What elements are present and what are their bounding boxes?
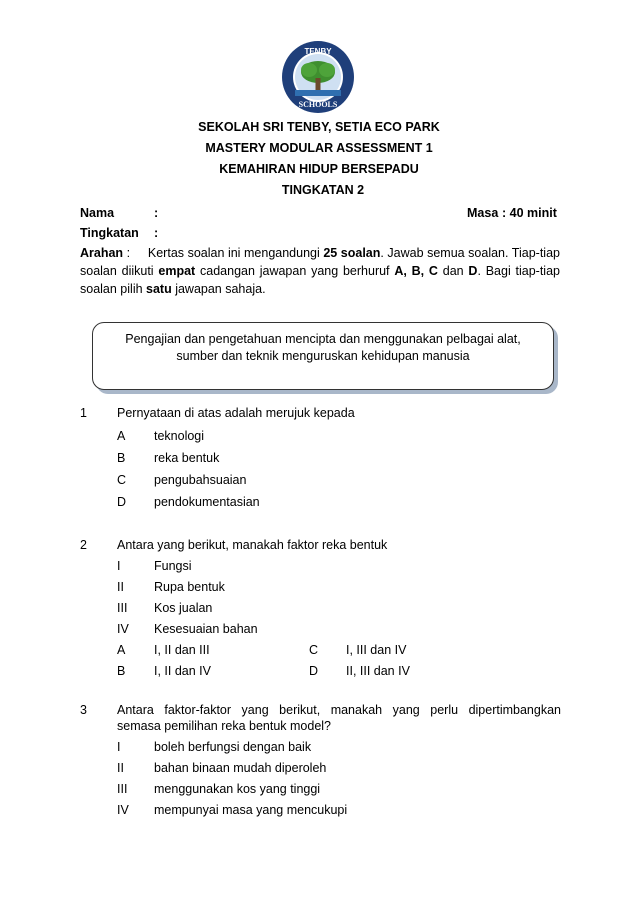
q2-statement-roman: II <box>117 580 124 594</box>
q1-option-letter: C <box>117 473 127 487</box>
arahan-text: cadangan jawapan yang berhuruf <box>195 264 395 278</box>
school-name: SEKOLAH SRI TENBY, SETIA ECO PARK <box>198 120 440 134</box>
svg-text:TENBY: TENBY <box>304 47 332 56</box>
arahan-bold: 25 soalan <box>323 246 381 260</box>
q1-option-text: reka bentuk <box>154 451 220 465</box>
arahan-text: jawapan sahaja. <box>171 282 266 296</box>
question-1-text: Pernyataan di atas adalah merujuk kepada <box>117 406 355 420</box>
arahan-colon: : <box>126 246 131 260</box>
tenby-schools-logo <box>281 40 355 114</box>
question-3-number: 3 <box>80 703 87 717</box>
q3-statement-roman: IV <box>117 803 129 817</box>
question-2-text: Antara yang berikut, manakah faktor reka bentuk <box>117 538 388 552</box>
definition-line-2: sumber dan teknik menguruskan kehidupan manusia <box>176 349 470 363</box>
arahan-text: . Bagi tiap-tiap soalan pilih <box>80 264 560 296</box>
question-2-number: 2 <box>80 538 87 552</box>
q2-statement-text: Fungsi <box>154 559 192 573</box>
q3-statement-text: mempunyai masa yang mencukupi <box>154 803 348 817</box>
level-title: TINGKATAN 2 <box>281 183 365 197</box>
masa-value: : 40 minit <box>502 206 557 220</box>
question-3-text-line-1: Antara faktor-faktor yang berikut, manakah yang perlu dipertimbangkan <box>117 703 561 717</box>
q3-statement-roman: I <box>117 740 121 754</box>
arahan-label: Arahan <box>80 246 124 260</box>
q1-option-text: pendokumentasian <box>154 495 260 509</box>
arahan-bold: satu <box>146 282 172 296</box>
tingkatan-colon: : <box>154 226 159 240</box>
arahan-bold: D <box>468 264 478 278</box>
definition-box <box>92 322 554 390</box>
question-1-number: 1 <box>80 406 87 420</box>
q2-statement-text: Rupa bentuk <box>154 580 225 594</box>
q3-statement-roman: III <box>117 782 128 796</box>
q3-statement-roman: II <box>117 761 124 775</box>
tingkatan-label: Tingkatan <box>80 226 139 240</box>
definition-line-1: Pengajian dan pengetahuan mencipta dan menggunakan pelbagai alat, <box>125 332 521 346</box>
masa-label: Masa <box>467 206 499 220</box>
q2-statement-text: Kos jualan <box>154 601 213 615</box>
arahan-text: . Jawab semua soalan. Tiap-tiap soalan diikuti <box>80 246 560 278</box>
q1-option-letter: A <box>117 429 126 443</box>
instructions <box>80 244 560 298</box>
arahan-text: Kertas soalan ini mengandungi <box>147 246 324 260</box>
q2-option-text: I, II dan III <box>154 643 210 657</box>
q2-option-text: I, II dan IV <box>154 664 211 678</box>
arahan-text: dan <box>437 264 469 278</box>
q2-statement-roman: III <box>117 601 128 615</box>
nama-colon: : <box>154 206 159 220</box>
q2-option-text: II, III dan IV <box>346 664 410 678</box>
arahan-bold: A, B, C <box>394 264 438 278</box>
subject-title: KEMAHIRAN HIDUP BERSEPADU <box>219 162 419 176</box>
assessment-title: MASTERY MODULAR ASSESSMENT 1 <box>205 141 433 155</box>
q2-statement-roman: I <box>117 559 121 573</box>
definition-text <box>93 331 553 365</box>
nama-label: Nama <box>80 206 115 220</box>
q2-statement-text: Kesesuaian bahan <box>154 622 258 636</box>
svg-text:SCHOOLS: SCHOOLS <box>298 100 338 109</box>
q2-option-letter: A <box>117 643 126 657</box>
q2-option-letter: D <box>309 664 319 678</box>
q1-option-letter: B <box>117 451 126 465</box>
q3-statement-text: menggunakan kos yang tinggi <box>154 782 321 796</box>
question-3-text-line-2: semasa pemilihan reka bentuk model? <box>117 719 332 733</box>
q3-statement-text: boleh berfungsi dengan baik <box>154 740 312 754</box>
arahan-bold: empat <box>158 264 196 278</box>
q1-option-text: teknologi <box>154 429 205 443</box>
q2-statement-roman: IV <box>117 622 129 636</box>
q2-option-letter: C <box>309 643 319 657</box>
q3-statement-text: bahan binaan mudah diperoleh <box>154 761 327 775</box>
q1-option-text: pengubahsuaian <box>154 473 247 487</box>
q2-option-text: I, III dan IV <box>346 643 407 657</box>
q2-option-letter: B <box>117 664 126 678</box>
q1-option-letter: D <box>117 495 127 509</box>
